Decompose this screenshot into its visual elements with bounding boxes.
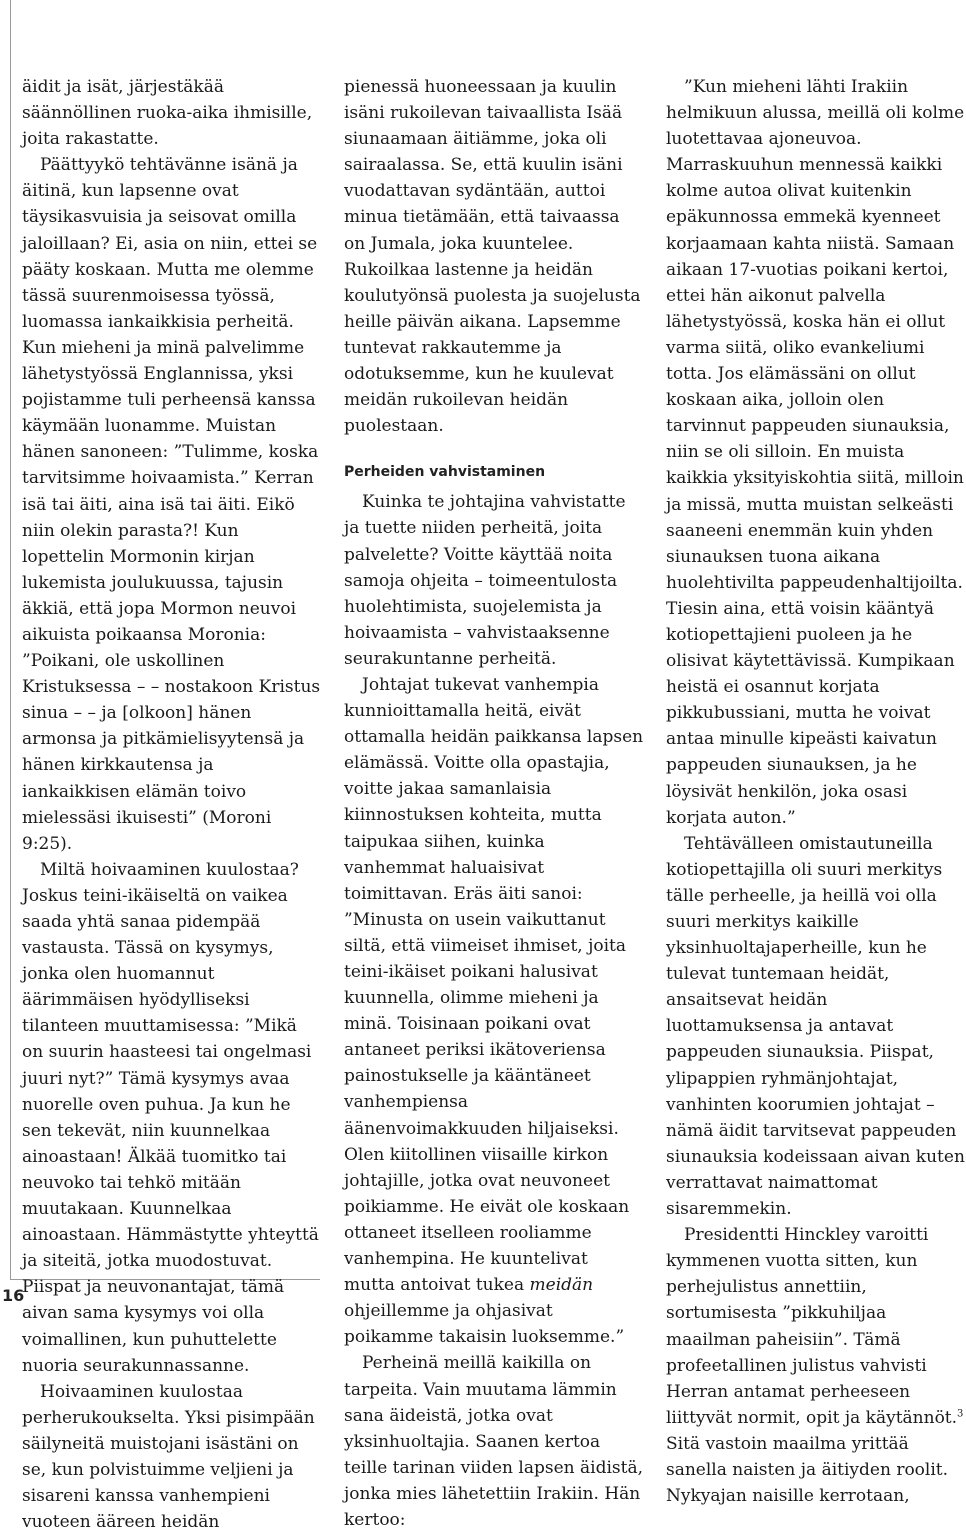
footnote-marker: 3 (957, 1408, 964, 1420)
paragraph: ”Kun mieheni lähti Irakiin helmikuun alussa, meillä oli kolme luotettavaa ajoneuvoa. Marraskuuhun mennessä kaikki kolme autoa olivat kuitenkin epäkunnossa emmekä kyenneet korjaamaan kahta niistä. Samaan aikaan 17-vuotias poikani kertoi, ettei hän aikonut palvella lähetystyössä, koska hän ei ollut varma siitä, oliko evankeliumi totta. Jos elämässäni on ollut koskaan aika, jolloin olen tarvinnut pappeuden siunauksia, niin se oli silloin. En muista kaikkia yksityiskohtia siitä, milloin ja missä, mutta muistan selkeästi saaneeni enemmän kuin yhden siunauksen tuona aikana huolehtivilta pappeudenhaltijoilta. Tiesin aina, että voisin kääntyä kotiopettajieni puoleen ja he olisivat käytettävissä. Kumpikaan heistä ei osannut korjata pikkubussiani, mutta he voivat antaa minulle kipeästi kaivatun pappeuden siunauksen, ja he löysivät henkilön, joka osasi korjata auton.” (666, 77, 965, 828)
paragraph-text: Johtajat tukevat vanhempia kunnioittamalla heitä, eivät ottamalla heidän paikkansa lapsen elämässä. Voitte olla opastajia, voitte jakaa samanlaisia kiinnostuksen kohteita, mutta taipukaa siihen, kuinka vanhemmat haluaisivat toimittavan. Eräs äiti sanoi: ”Minusta on usein vaikuttanut siltä, että viimeiset ihmiset, joita teini-ikäiset poikani halusivat kuunnella, olimme mieheni ja minä. Toisinaan poikani ovat antaneet periksi ikätoveriensa painostukselle ja kääntäneet vanhempiensa äänenvoimakkuuden hiljaiseksi. Olen kiitollinen viisaille kirkon johtajille, jotka ovat neuvoneet poikiamme. He eivät ole koskaan ottaneet itselleen rooliamme vanhempina. He kuuntelivat mutta antoivat tukea (344, 674, 644, 1296)
paragraph: Päättyykö tehtävänne isänä ja äitinä, kun lapsenne ovat täysikasvuisia ja seisovat omilla jaloillaan? Ei, asia on niin, ettei se pääty koskaan. Mutta me olemme tässä suurenmoisessa työssä, luomassa iankaikkisia perheitä. Kun mieheni ja minä palvelimme lähetystyössä Englannissa, yksi pojistamme tuli perheensä kanssa käymään luonamme. Muistan hänen sanoneen: ”Tulimme, koska tarvitsimme hoivaamista.” Kerran isä tai äiti, aina isä tai äiti. Eikö niin olekin parasta?! Kun lopettelin Mormonin kirjan lukemista joulukuussa, tajusin äkkiä, että jopa Mormon neuvoi aikuista poikaansa Moronia: ”Poikani, ole uskollinen Kristuksessa – – nostakoon Kristus sinua – – ja [olkoon] hänen armonsa ja pitkämielisyytensä ja hänen kirkkautensa ja iankaikkisen elämän toivo mielessäsi ikuisesti” (Moroni 9:25). (22, 155, 321, 854)
paragraph-text: Presidentti Hinckley varoitti kymmenen vuotta sitten, kun perhejulistus annettiin, sortumisesta ”pikkuhiljaa maailman paheisiin”. Tämä profeetallinen julistus vahvisti Herran antamat perheeseen liittyvät normit, opit ja käytännöt. (666, 1225, 958, 1428)
text-column-1 (22, 74, 322, 1535)
emphasized-word: meidän (529, 1275, 594, 1296)
paragraph-text: ohjeillemme ja ohjasivat poikamme takaisin luoksemme.” (344, 1301, 625, 1348)
text-column-3 (666, 74, 966, 1509)
paragraph: Perheinä meillä kaikilla on tarpeita. Vain muutama lämmin sana äideistä, jotka ovat yksinhuoltajia. Saanen kertoa teille tarinan viiden lapsen äidistä, jonka mies lähetettiin Irakiin. Hän kertoo: (344, 1353, 643, 1530)
paragraph (344, 672, 644, 1350)
paragraph-text: Sitä vastoin maailma yrittää sanella naisten ja äitiyden roolit. Nykyajan naisille kerrotaan, (666, 1433, 949, 1507)
paragraph: Hoivaaminen kuulostaa perherukoukselta. Yksi pisimpään säilyneitä muistojani isästäni on se, kun polvistuimme veljieni ja sisareni kanssa vanhempieni vuoteen ääreen heidän (22, 1381, 315, 1533)
paragraph: Miltä hoivaaminen kuulostaa? Joskus teini-ikäiseltä on vaikea saada yhtä sanaa pidempää vastausta. Tässä on kysymys, jonka olen huomannut äärimmäisen hyödylliseksi tilanteen muuttamisessa: ”Mikä on suurin haasteesi tai ongelmasi juuri nyt?” Tämä kysymys avaa nuorelle oven puhua. Ja kun he sen tekevät, niin kuunnelkaa ainoastaan! Älkää tuomitko tai neuvoko tai tehkö mitään muutakaan. Kuunnelkaa ainoastaan. Hämmästytte yhteyttä ja siteitä, jotka muodostuvat. Piispat ja neuvonantajat, tämä aivan sama kysymys voi olla voimallinen, kun puhuttelette nuoria seurakunnassanne. (22, 859, 319, 1376)
paragraph: äidit ja isät, järjestäkää säännöllinen ruoka-aika ihmisille, joita rakastatte. (22, 77, 313, 150)
page-edge-line (10, 0, 11, 1280)
text-column-2 (344, 74, 644, 1533)
paragraph: pienessä huoneessaan ja kuulin isäni rukoilevan taivaallista Isää siunaamaan äitiämme, joka oli sairaalassa. Se, että kuulin isäni vuodattavan sydäntään, auttoi minua tietämään, että taivaassa on Jumala, joka kuuntelee. Rukoilkaa lastenne ja heidän koulutyönsä puolesta ja suojelusta heille päivän aikana. Lapsemme tuntevat rakkautemme ja odotuksemme, kun he kuulevat meidän rukoilevan heidän puolestaan. (344, 77, 641, 437)
page-number: 16 (2, 1286, 25, 1305)
paragraph: Tehtävälleen omistautuneilla kotiopettajilla oli suuri merkitys tälle perheelle, ja heillä voi olla suuri merkitys kaikille yksinhuoltajaperheille, kun he tulevat tuntemaan heidät, ansaitsevat heidän luottamuksensa ja antavat pappeuden siunauksia. Piispat, ylipappien ryhmänjohtajat, vanhinten koorumien johtajat – nämä äidit tarvitsevat pappeuden siunauksia kodeissaan aivan kuten verrattavat naimattomat sisaremmekin. (666, 833, 965, 1220)
paragraph (666, 1222, 966, 1509)
section-heading: Perheiden vahvistaminen (344, 464, 546, 481)
paragraph: Kuinka te johtajina vahvistatte ja tuette niiden perheitä, joita palvelette? Voitte käyttää noita samoja ohjeita – toimeentulosta huolehtimista, suojelemista ja hoivaamista – vahvistaaksenne seurakuntanne perheitä. (344, 492, 626, 669)
